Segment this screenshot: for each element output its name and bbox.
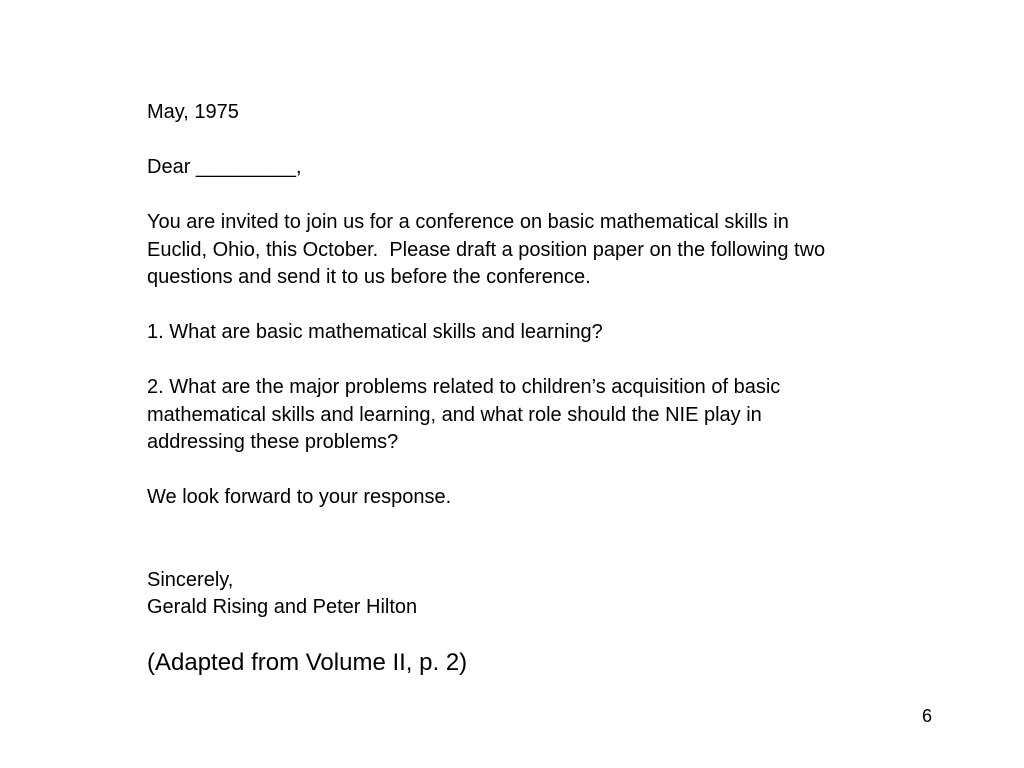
spacer (147, 292, 937, 320)
letter-salutation: Dear _________, (147, 156, 302, 178)
spacer (147, 457, 937, 485)
letter-intro-paragraph (147, 209, 937, 292)
spacer (147, 182, 937, 210)
text-line: mathematical skills and learning, and what role should the NIE play in (147, 403, 762, 426)
question-2 (147, 374, 937, 457)
page-number: 6 (922, 706, 933, 726)
letter-body (147, 99, 937, 622)
closing-request: We look forward to your response. (147, 486, 452, 508)
question-1: 1. What are basic mathematical skills and learning? (147, 321, 603, 343)
sign-off: Sincerely, (147, 568, 234, 591)
text-line: Euclid, Ohio, this October. Please draft a position paper on the following two (147, 238, 826, 261)
spacer (147, 127, 937, 155)
letter-date: May, 1975 (147, 101, 239, 123)
text-line: 2. What are the major problems related to children’s acquisition of basic (147, 376, 781, 398)
spacer (147, 347, 937, 375)
text-line: You are invited to join us for a conference on basic mathematical skills in (147, 211, 789, 233)
spacer (147, 512, 937, 567)
signatories: Gerald Rising and Peter Hilton (147, 596, 418, 618)
source-note: (Adapted from Volume II, p. 2) (147, 649, 468, 676)
text-line: questions and send it to us before the conference. (147, 266, 591, 288)
text-line: addressing these problems? (147, 431, 399, 453)
